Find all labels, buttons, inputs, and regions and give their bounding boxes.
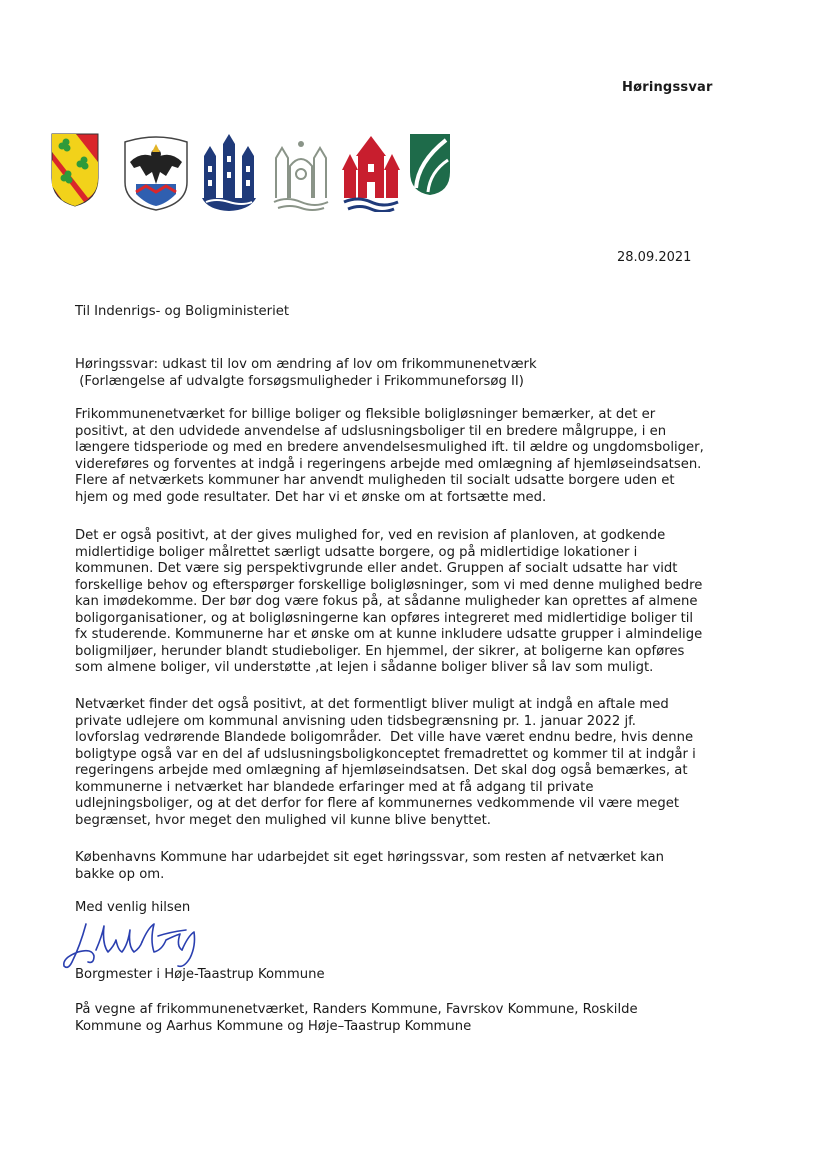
paragraph-line: Flere af netværkets kommuner har anvendt muligheden til socialt udsatte borgere uden et (75, 473, 675, 488)
paragraph-2 (75, 528, 755, 677)
paragraph-line: bakke op om. (75, 866, 165, 882)
crest-leaves-green-icon (408, 132, 452, 196)
paragraph-line: regeringens arbejde med omlægning af hjemløseindsatsen. Det skal dog også bemærkes, at (75, 763, 688, 778)
on-behalf-line: Kommune og Aarhus Kommune og Høje–Taastrup Kommune (75, 1018, 472, 1034)
paragraph-line: Frikommunenetværket for billige boliger og fleksible boligløsninger bemærker, at det er (75, 407, 656, 422)
paragraph-line: boligtype også var en del af udslusningsboligkonceptet fremadrettet og kommer til at indgår i (75, 746, 696, 762)
crest-eagle-icon (122, 132, 190, 212)
paragraph-line: udlejningsboliger, og at det derfor for flere af kommunernes vedkommende vil være meget (75, 796, 680, 811)
paragraph-line: videreføres og forventes at indgå i regeringens arbejde med omlægning af hjemløseindsatsen. (75, 456, 702, 472)
on-behalf-line: På vegne af frikommunenetværket, Randers Kommune, Favrskov Kommune, Roskilde (75, 1002, 638, 1017)
recipient-text: Til Indenrigs- og Boligministeriet (75, 304, 290, 319)
closing-text: Med venlig hilsen (75, 900, 191, 915)
paragraph-line: kommunen. Det være sig perspektivgrunde eller andet. Gruppen af socialt udsatte har vidt (75, 561, 678, 576)
document-heading: Høringssvar (622, 80, 713, 95)
paragraph-line: boligmiljøer, herunder blandt studieboliger. En hjemmel, der sikrer, at boligerne kan opføres (75, 643, 685, 659)
on-behalf-block (75, 1002, 755, 1035)
signatory-block (75, 967, 755, 984)
closing-greeting (75, 900, 755, 917)
crest-towers-blue-icon (200, 132, 258, 212)
subject-block (75, 357, 755, 390)
paragraph-3 (75, 697, 755, 829)
paragraph-line: private udlejere om kommunal anvisning uden tidsbegrænsning pr. 1. januar 2022 jf. (75, 713, 637, 729)
municipal-crests-row (50, 132, 460, 212)
paragraph-line: forskellige behov og efterspørger forskellige boligløsninger, som vi med denne mulighed bedre (75, 577, 703, 593)
paragraph-1 (75, 407, 755, 506)
paragraph-line: positivt, at den udvidede anvendelse af udslusningsboliger til en bredere målgruppe, i en (75, 423, 667, 439)
paragraph-line: Københavns Kommune har udarbejdet sit eget høringssvar, som resten af netværket kan (75, 850, 664, 865)
crest-clover-icon (50, 132, 100, 208)
paragraph-line: Netværket finder det også positivt, at det formentligt bliver muligt at indgå en aftale med (75, 697, 669, 712)
paragraph-line: kommunerne i netværket har blandede erfaringer med at få adgang til private (75, 779, 594, 795)
paragraph-line: Det er også positivt, at der gives mulighed for, ved en revision af planloven, at godkende (75, 528, 666, 543)
paragraph-4 (75, 850, 755, 883)
paragraph-line: kan imødekomme. Der bør dog være fokus på, at sådanne muligheder kan oprettes af almene (75, 594, 698, 609)
paragraph-line: som almene boliger, vil understøtte ,at lejen i sådanne boliger bliver så lav som muligt. (75, 660, 654, 675)
paragraph-line: hjem og med gode resultater. Det har vi et ønske om at fortsætte med. (75, 489, 547, 505)
paragraph-line: fx studerende. Kommunerne har et ønske om at kunne inkludere udsatte grupper i almindelige (75, 627, 703, 642)
crest-towers-grey-icon (272, 132, 330, 212)
paragraph-line: boligorganisationer, og at boligløsningerne kan opføres integreret med midlertidige boliger til (75, 610, 694, 626)
recipient-line (75, 304, 755, 321)
paragraph-line: begrænset, hvor meget den mulighed vil kunne blive benyttet. (75, 812, 491, 828)
subject-line: Høringssvar: udkast til lov om ændring af lov om frikommunenetværk (75, 357, 537, 372)
paragraph-line: midlertidige boliger målrettet særligt udsatte borgere, og på midlertidige lokationer i (75, 544, 638, 560)
crest-castle-red-icon (340, 132, 402, 212)
subject-subline: (Forlængelse af udvalgte forsøgsmuligheder i Frikommuneforsøg II) (75, 373, 524, 389)
paragraph-line: længere tidsperiode og med en bredere anvendelsesmulighed ift. til ældre og ungdomsboliger, (75, 440, 704, 455)
signatory-title: Borgmester i Høje-Taastrup Kommune (75, 967, 325, 982)
letter-date: 28.09.2021 (617, 250, 692, 265)
paragraph-line: lovforslag vedrørende Blandede boligområder. Det ville have været endnu bedre, hvis denne (75, 730, 694, 745)
